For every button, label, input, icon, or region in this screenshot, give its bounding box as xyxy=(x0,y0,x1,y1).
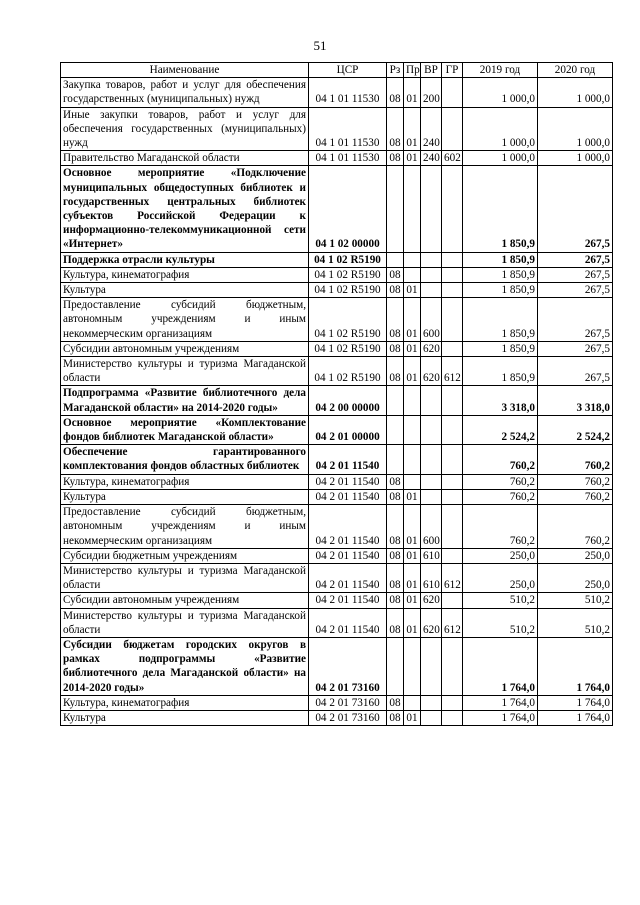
cell-vr xyxy=(421,415,442,444)
cell-rz xyxy=(387,252,404,267)
cell-name: Субсидии автономным учреждениям xyxy=(61,341,309,356)
cell-y2020: 760,2 xyxy=(538,474,613,489)
cell-pr xyxy=(404,637,421,695)
cell-name: Подпрограмма «Развитие библиотечного дела Магаданской области» на 2014-2020 годы» xyxy=(61,386,309,415)
table-row xyxy=(61,445,613,474)
cell-csr: 04 1 02 R5190 xyxy=(309,267,387,282)
cell-name: Министерство культуры и туризма Магаданской области xyxy=(61,563,309,592)
cell-gr: 612 xyxy=(442,563,463,592)
cell-pr xyxy=(404,415,421,444)
cell-name: Культура, кинематография xyxy=(61,695,309,710)
cell-csr: 04 2 01 11540 xyxy=(309,505,387,549)
cell-name: Предоставление субсидий бюджетным, автономным учреждениям и иным некоммерческим организациям xyxy=(61,505,309,549)
cell-name: Субсидии автономным учреждениям xyxy=(61,593,309,608)
cell-vr: 620 xyxy=(421,357,442,386)
header-rz: Рз xyxy=(387,63,404,78)
cell-pr xyxy=(404,695,421,710)
table-row xyxy=(61,548,613,563)
cell-csr: 04 1 02 R5190 xyxy=(309,341,387,356)
cell-rz: 08 xyxy=(387,593,404,608)
cell-vr xyxy=(421,283,442,298)
cell-pr: 01 xyxy=(404,563,421,592)
cell-pr xyxy=(404,267,421,282)
cell-csr: 04 2 01 11540 xyxy=(309,489,387,504)
cell-name: Культура, кинематография xyxy=(61,474,309,489)
cell-gr: 612 xyxy=(442,357,463,386)
cell-y2019: 760,2 xyxy=(463,489,538,504)
cell-y2020: 267,5 xyxy=(538,252,613,267)
cell-y2020: 267,5 xyxy=(538,283,613,298)
cell-pr: 01 xyxy=(404,283,421,298)
table-row xyxy=(61,637,613,695)
cell-gr xyxy=(442,341,463,356)
cell-name: Основное мероприятие «Подключение муниципальных общедоступных библиотек и государственных центральных библиотек субъектов Российской Федерации к информационно-телекоммуникационной сети «Интернет» xyxy=(61,166,309,252)
cell-gr xyxy=(442,283,463,298)
cell-y2019: 760,2 xyxy=(463,474,538,489)
table-row xyxy=(61,386,613,415)
cell-y2020: 510,2 xyxy=(538,608,613,637)
cell-name: Закупка товаров, работ и услуг для обеспечения государственных (муниципальных) нужд xyxy=(61,78,309,107)
table-row xyxy=(61,593,613,608)
cell-pr: 01 xyxy=(404,505,421,549)
cell-pr xyxy=(404,252,421,267)
cell-rz: 08 xyxy=(387,489,404,504)
cell-y2019: 1 850,9 xyxy=(463,357,538,386)
cell-y2020: 250,0 xyxy=(538,563,613,592)
cell-y2020: 3 318,0 xyxy=(538,386,613,415)
cell-pr: 01 xyxy=(404,710,421,725)
cell-csr: 04 1 02 R5190 xyxy=(309,252,387,267)
cell-rz: 08 xyxy=(387,283,404,298)
cell-y2019: 510,2 xyxy=(463,593,538,608)
cell-name: Правительство Магаданской области xyxy=(61,151,309,166)
cell-vr xyxy=(421,267,442,282)
cell-y2020: 1 764,0 xyxy=(538,695,613,710)
cell-pr: 01 xyxy=(404,107,421,151)
cell-csr: 04 1 02 R5190 xyxy=(309,357,387,386)
cell-csr: 04 1 01 11530 xyxy=(309,78,387,107)
cell-y2019: 1 000,0 xyxy=(463,151,538,166)
cell-csr: 04 2 01 11540 xyxy=(309,593,387,608)
cell-name: Министерство культуры и туризма Магаданской области xyxy=(61,357,309,386)
table-row xyxy=(61,151,613,166)
cell-vr xyxy=(421,489,442,504)
cell-csr: 04 2 01 73160 xyxy=(309,695,387,710)
cell-rz xyxy=(387,386,404,415)
cell-pr xyxy=(404,166,421,252)
cell-vr: 610 xyxy=(421,548,442,563)
budget-table xyxy=(60,62,613,726)
cell-pr: 01 xyxy=(404,489,421,504)
cell-rz: 08 xyxy=(387,710,404,725)
cell-gr xyxy=(442,267,463,282)
cell-rz: 08 xyxy=(387,341,404,356)
cell-name: Культура, кинематография xyxy=(61,267,309,282)
cell-name: Иные закупки товаров, работ и услуг для обеспечения государственных (муниципальных) нужд xyxy=(61,107,309,151)
cell-pr: 01 xyxy=(404,608,421,637)
cell-csr: 04 1 02 R5190 xyxy=(309,283,387,298)
cell-pr xyxy=(404,386,421,415)
cell-csr: 04 2 01 11540 xyxy=(309,563,387,592)
cell-y2020: 250,0 xyxy=(538,548,613,563)
cell-gr: 602 xyxy=(442,151,463,166)
cell-gr xyxy=(442,637,463,695)
cell-y2020: 2 524,2 xyxy=(538,415,613,444)
cell-rz: 08 xyxy=(387,298,404,342)
cell-y2019: 1 764,0 xyxy=(463,710,538,725)
cell-vr: 620 xyxy=(421,593,442,608)
cell-csr: 04 2 01 73160 xyxy=(309,710,387,725)
cell-y2020: 267,5 xyxy=(538,267,613,282)
cell-y2020: 267,5 xyxy=(538,341,613,356)
cell-gr xyxy=(442,107,463,151)
cell-gr xyxy=(442,505,463,549)
cell-csr: 04 1 01 11530 xyxy=(309,151,387,166)
cell-gr xyxy=(442,489,463,504)
cell-csr: 04 1 01 11530 xyxy=(309,107,387,151)
cell-name: Субсидии бюджетным учреждениям xyxy=(61,548,309,563)
table-row xyxy=(61,695,613,710)
cell-gr xyxy=(442,78,463,107)
cell-vr: 620 xyxy=(421,341,442,356)
cell-vr xyxy=(421,445,442,474)
cell-vr xyxy=(421,695,442,710)
cell-pr: 01 xyxy=(404,151,421,166)
page-number: 51 xyxy=(313,38,327,53)
cell-y2020: 1 000,0 xyxy=(538,151,613,166)
cell-y2019: 760,2 xyxy=(463,445,538,474)
table-row xyxy=(61,267,613,282)
table-body xyxy=(61,78,613,726)
cell-y2020: 1 000,0 xyxy=(538,78,613,107)
cell-gr xyxy=(442,386,463,415)
table-row xyxy=(61,298,613,342)
cell-y2020: 760,2 xyxy=(538,489,613,504)
cell-gr xyxy=(442,445,463,474)
cell-gr xyxy=(442,710,463,725)
cell-csr: 04 2 01 11540 xyxy=(309,608,387,637)
cell-y2019: 760,2 xyxy=(463,505,538,549)
table-row xyxy=(61,415,613,444)
table-row xyxy=(61,107,613,151)
table-row xyxy=(61,78,613,107)
table-row xyxy=(61,166,613,252)
cell-y2020: 760,2 xyxy=(538,505,613,549)
cell-csr: 04 2 01 73160 xyxy=(309,637,387,695)
table-row xyxy=(61,710,613,725)
cell-rz: 08 xyxy=(387,608,404,637)
cell-csr: 04 2 01 00000 xyxy=(309,415,387,444)
cell-gr xyxy=(442,298,463,342)
cell-rz: 08 xyxy=(387,267,404,282)
cell-gr xyxy=(442,593,463,608)
cell-y2019: 1 764,0 xyxy=(463,695,538,710)
cell-y2019: 1 764,0 xyxy=(463,637,538,695)
cell-y2020: 760,2 xyxy=(538,445,613,474)
table-row xyxy=(61,474,613,489)
cell-vr: 600 xyxy=(421,505,442,549)
cell-rz xyxy=(387,637,404,695)
table-row xyxy=(61,341,613,356)
cell-y2020: 267,5 xyxy=(538,298,613,342)
cell-y2020: 510,2 xyxy=(538,593,613,608)
cell-pr xyxy=(404,474,421,489)
cell-vr: 620 xyxy=(421,608,442,637)
cell-pr xyxy=(404,445,421,474)
header-name: Наименование xyxy=(61,63,309,78)
cell-y2020: 1 764,0 xyxy=(538,710,613,725)
cell-pr: 01 xyxy=(404,593,421,608)
cell-y2019: 1 850,9 xyxy=(463,341,538,356)
header-csr: ЦСР xyxy=(309,63,387,78)
cell-vr: 240 xyxy=(421,151,442,166)
cell-csr: 04 1 02 R5190 xyxy=(309,298,387,342)
cell-csr: 04 2 00 00000 xyxy=(309,386,387,415)
cell-rz: 08 xyxy=(387,548,404,563)
cell-pr: 01 xyxy=(404,341,421,356)
cell-rz: 08 xyxy=(387,107,404,151)
cell-name: Основное мероприятие «Комплектование фондов библиотек Магаданской области» xyxy=(61,415,309,444)
cell-y2020: 1 764,0 xyxy=(538,637,613,695)
cell-y2019: 250,0 xyxy=(463,563,538,592)
table-row xyxy=(61,608,613,637)
cell-y2019: 2 524,2 xyxy=(463,415,538,444)
cell-name: Министерство культуры и туризма Магаданской области xyxy=(61,608,309,637)
cell-csr: 04 1 02 00000 xyxy=(309,166,387,252)
cell-y2019: 250,0 xyxy=(463,548,538,563)
cell-name: Культура xyxy=(61,489,309,504)
cell-y2019: 1 850,9 xyxy=(463,267,538,282)
cell-vr: 200 xyxy=(421,78,442,107)
cell-vr xyxy=(421,166,442,252)
cell-y2019: 1 000,0 xyxy=(463,78,538,107)
cell-vr: 600 xyxy=(421,298,442,342)
cell-vr xyxy=(421,474,442,489)
cell-gr xyxy=(442,166,463,252)
header-2020: 2020 год xyxy=(538,63,613,78)
cell-rz xyxy=(387,415,404,444)
cell-y2019: 3 318,0 xyxy=(463,386,538,415)
cell-rz: 08 xyxy=(387,505,404,549)
table-row xyxy=(61,357,613,386)
table-row xyxy=(61,505,613,549)
cell-vr: 240 xyxy=(421,107,442,151)
cell-csr: 04 2 01 11540 xyxy=(309,474,387,489)
cell-name: Культура xyxy=(61,283,309,298)
cell-y2020: 1 000,0 xyxy=(538,107,613,151)
cell-y2019: 1 850,9 xyxy=(463,252,538,267)
cell-pr: 01 xyxy=(404,548,421,563)
header-pr: Пр xyxy=(404,63,421,78)
cell-gr xyxy=(442,548,463,563)
cell-rz xyxy=(387,166,404,252)
cell-name: Культура xyxy=(61,710,309,725)
cell-pr: 01 xyxy=(404,357,421,386)
cell-csr: 04 2 01 11540 xyxy=(309,548,387,563)
cell-rz: 08 xyxy=(387,563,404,592)
cell-y2019: 1 850,9 xyxy=(463,298,538,342)
cell-y2020: 267,5 xyxy=(538,357,613,386)
table-row xyxy=(61,563,613,592)
cell-gr xyxy=(442,695,463,710)
cell-gr xyxy=(442,252,463,267)
cell-y2019: 510,2 xyxy=(463,608,538,637)
cell-name: Субсидии бюджетам городских округов в рамках подпрограммы «Развитие библиотечного дела Магаданской области» на 2014-2020 годы» xyxy=(61,637,309,695)
cell-rz xyxy=(387,445,404,474)
cell-vr: 610 xyxy=(421,563,442,592)
cell-y2019: 1 000,0 xyxy=(463,107,538,151)
cell-csr: 04 2 01 11540 xyxy=(309,445,387,474)
cell-rz: 08 xyxy=(387,78,404,107)
header-2019: 2019 год xyxy=(463,63,538,78)
table-row xyxy=(61,283,613,298)
header-vr: ВР xyxy=(421,63,442,78)
table-row xyxy=(61,252,613,267)
cell-rz: 08 xyxy=(387,695,404,710)
cell-rz: 08 xyxy=(387,357,404,386)
cell-y2019: 1 850,9 xyxy=(463,166,538,252)
cell-pr: 01 xyxy=(404,298,421,342)
cell-vr xyxy=(421,710,442,725)
cell-vr xyxy=(421,252,442,267)
cell-rz: 08 xyxy=(387,474,404,489)
cell-vr xyxy=(421,386,442,415)
cell-gr xyxy=(442,474,463,489)
cell-rz: 08 xyxy=(387,151,404,166)
cell-y2020: 267,5 xyxy=(538,166,613,252)
cell-vr xyxy=(421,637,442,695)
cell-pr: 01 xyxy=(404,78,421,107)
table-header-row xyxy=(61,63,613,78)
cell-y2019: 1 850,9 xyxy=(463,283,538,298)
cell-gr: 612 xyxy=(442,608,463,637)
cell-name: Предоставление субсидий бюджетным, автономным учреждениям и иным некоммерческим организациям xyxy=(61,298,309,342)
cell-name: Поддержка отрасли культуры xyxy=(61,252,309,267)
table-row xyxy=(61,489,613,504)
cell-gr xyxy=(442,415,463,444)
cell-name: Обеспечение гарантированного комплектования фондов областных библиотек xyxy=(61,445,309,474)
header-gr: ГР xyxy=(442,63,463,78)
